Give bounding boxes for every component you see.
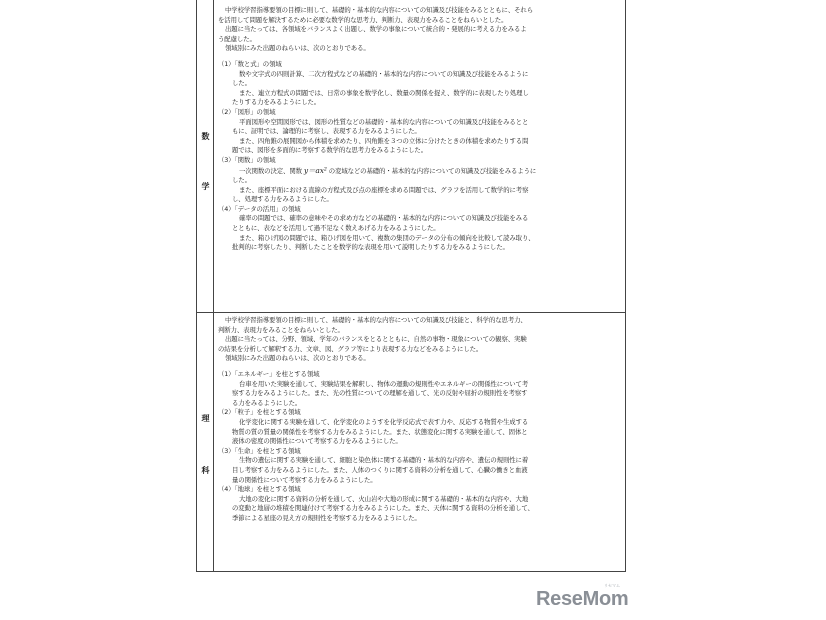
science-section-line: 化学変化に関する実験を通して、化学変化のようすを化学反応式で表す力や、反応する物質や生成する (239, 417, 529, 426)
math-section-line: また、連立方程式の問題では、日常の事象を数学化し、数量の関係を捉え、数学的に表現したり処理し (239, 88, 529, 97)
science-section-line: の変動と地層の堆積を関連付けて考察する力をみるようにした。また、天体に関する資料の分析を通して、 (232, 504, 534, 513)
math-intro-line: 中学校学習指導要領の目標に則して、基礎的・基本的な内容についての知識及び技能をみるとともに、それら (225, 6, 533, 14)
resemom-logo: ReseMom (536, 588, 629, 610)
math-section-line: たりする力をみるようにした。 (232, 98, 321, 107)
math-section-line: とともに、表などを活用して過不足なく数えあげる力をみるようにした。 (232, 224, 440, 233)
subject-science-char-1: 理 (201, 414, 210, 423)
math-section-line: 題では、図形を多面的に考察する数学的な思考力をみるようにした。 (232, 146, 428, 155)
math-section-line: し、処理する力をみるようにした。 (232, 195, 333, 204)
science-section-line: 液体の密度の関係性について考察する力をみるようにした。 (232, 437, 402, 446)
math-section-heading: （1）「数と式」の領域 (218, 59, 282, 68)
science-section-heading: （1）「エネルギー」を柱とする領域 (218, 369, 320, 378)
science-intro-line: の結果を分析して解釈する力、文章、図、グラフ等により表現する力などをみるようにした。 (218, 344, 483, 353)
math-intro-line: 領域別にみた出題のねらいは、次のとおりである。 (225, 44, 370, 53)
logo-subtext: リセマム (604, 583, 620, 588)
science-section-heading: （4）「地球」を柱とする領域 (218, 485, 301, 494)
subject-science-char-2: 科 (201, 466, 210, 475)
science-section-line: る力をみるようにした。 (232, 398, 302, 407)
math-section-heading: （3）「関数」の領域 (218, 155, 276, 164)
formula: y＝ax² (303, 165, 327, 175)
row-divider (197, 312, 625, 313)
subject-math-char-2: 学 (201, 182, 210, 191)
math-section-line: また、座標平面における直線の方程式及び点の座標を求める問題では、グラフを活用して数学的に考察 (239, 185, 529, 194)
math-section-heading: （2）「図形」の領域 (218, 107, 276, 116)
math-section-heading: （4）「データの活用」の領域 (218, 204, 301, 213)
science-section-line: 季節による星座の見え方の規則性を考察する力をみるようにした。 (232, 513, 421, 522)
science-section-line: 目し考察する力をみるようにした。また、人体のつくりに関する資料の分析を通して、心臓の働きと血液 (232, 465, 528, 474)
science-section-heading: （2）「粒子」を柱とする領域 (218, 408, 301, 417)
science-section-heading: （3）「生命」を柱とする領域 (218, 446, 301, 455)
math-section-line: また、四角錐の展開図から体積を求めたり、四角錐を３つの立体に分けたときの体積を求めたりする問 (239, 136, 529, 145)
math-section-line: 確率の問題では、確率の意味やその求め方などの基礎的・基本的な内容についての知識及び技能をみる (239, 214, 529, 223)
math-intro-line: を活用して問題を解決するために必要な数学的な思考力、判断力、表現力をみることをねらいとした。 (218, 15, 508, 24)
science-intro-line: 領域別にみた出題のねらいは、次のとおりである。 (225, 354, 370, 363)
science-section-line: 察する力をみるようにした。また、光の性質についての理解を通して、光の反射や屈折の規則性を考察す (232, 389, 528, 398)
science-intro-line: 中学校学習指導要領の目標に則して、基礎的・基本的な内容についての知識及び技能と、科学的な思考力、 (225, 316, 527, 324)
science-section-line: 物質の質の質量の関係性を考察する力をみるようにした。また、状態変化に関する実験を通して、固体と (232, 427, 528, 436)
math-section-line: 平面図形や空間図形では、図形の性質などの基礎的・基本的な内容についての知識及び技能をみるとと (239, 117, 529, 126)
science-intro-line: 判断力、表現力をみることをねらいとした。 (218, 325, 344, 334)
science-section-line: 量の関係性について考察する力をみるようにした。 (232, 475, 377, 484)
math-intro-line: う配慮した。 (218, 34, 256, 43)
science-section-line: 大地の変化に関する資料の分析を通して、火山岩や大地の形成に関する基礎的・基本的な内容や、大地 (239, 494, 529, 503)
math-section-line: した。 (232, 79, 251, 88)
science-section-line: 台車を用いた実験を通して、実験結果を解釈し、物体の運動の規則性やエネルギーの関係性について考 (239, 379, 529, 388)
math-section-line: した。 (232, 176, 251, 185)
math-section-line: 批判的に考察したり、判断したことを数学的な表現を用いて説明したりする力をみるようにした。 (232, 243, 509, 252)
math-section-line-with-formula: 一次関数の決定、関数 y＝ax² の変域などの基礎的・基本的な内容についての知識及び技能をみるように (239, 165, 537, 175)
curriculum-table (196, 0, 626, 572)
math-section-line: また、箱ひげ図の問題では、箱ひげ図を用いて、複数の集団のデータの分布の傾向を比較して読み取り、 (239, 233, 535, 242)
science-cell (218, 316, 623, 523)
science-section-line: 生物の遺伝に関する実験を通して、細胞と染色体に関する基礎的・基本的な内容や、遺伝の規則性に着 (239, 456, 529, 465)
science-intro-line: 出題に当たっては、分野、領域、学年のバランスをとるとともに、自然の事物・現象についての観察、実験 (225, 335, 527, 344)
math-cell (218, 6, 623, 253)
subject-math-char-1: 数 (201, 132, 210, 141)
math-section-line: 数や文字式の四則計算、二次方程式などの基礎的・基本的な内容についての知識及び技能をみるように (239, 69, 529, 78)
math-intro-line: 出題に当たっては、各領域をバランスよく出題し、数学の事象について統合的・発展的に考える力をみるよ (225, 25, 527, 34)
subject-column (197, 0, 214, 571)
math-section-line: もに、証明では、論理的に考察し、表現する力をみるようにした。 (232, 127, 421, 136)
